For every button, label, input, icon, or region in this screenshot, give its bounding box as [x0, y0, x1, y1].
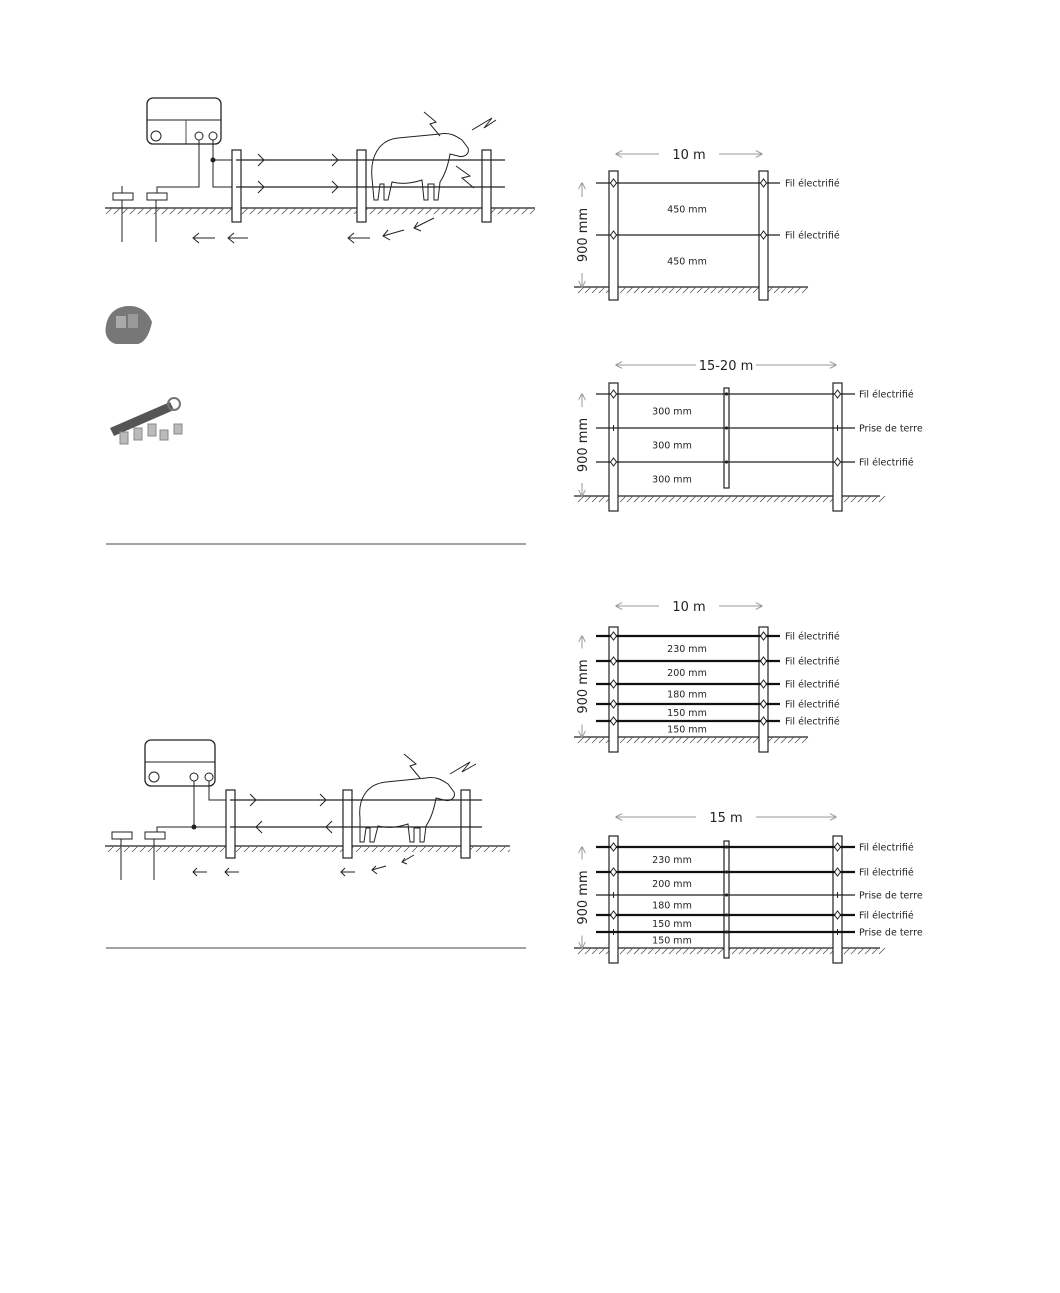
ground-hatch: [774, 496, 780, 502]
ground-hatch: [662, 737, 668, 743]
height-label: 900 mm: [576, 659, 591, 714]
gap-label: 150 mm: [652, 919, 692, 930]
shock-mark-1: [404, 754, 420, 778]
ground-hatch: [725, 287, 731, 293]
ground-hatch: [774, 948, 780, 954]
ground-hatch: [760, 496, 766, 502]
ground-hatch: [746, 737, 752, 743]
ground-hatch: [823, 948, 829, 954]
ground-hatch: [634, 287, 640, 293]
ground-hatch: [599, 496, 605, 502]
cow-illustration: [372, 133, 469, 200]
ground-hatch: [823, 496, 829, 502]
ground-hatch: [739, 496, 745, 502]
ground-hatch: [732, 496, 738, 502]
ground-hatch: [578, 287, 584, 293]
ground-hatch: [774, 737, 780, 743]
ground-hatch: [669, 948, 675, 954]
dropper-clip-icon: [725, 392, 728, 395]
ground-hatch: [795, 737, 801, 743]
ground-hatch: [760, 948, 766, 954]
ground-hatch: [788, 948, 794, 954]
ground-hatch: [599, 737, 605, 743]
ground-hatch: [781, 948, 787, 954]
ground-hatch: [844, 496, 850, 502]
ground-hatch: [746, 496, 752, 502]
height-label: 900 mm: [576, 207, 591, 263]
ground-hatch: [585, 496, 591, 502]
ground-hatch: [578, 737, 584, 743]
ground-hatch: [585, 287, 591, 293]
wire-label: Fil électrifié: [785, 631, 840, 643]
ground-hatch: [620, 948, 626, 954]
ground-hatch: [858, 496, 864, 502]
ground-hatch: [781, 496, 787, 502]
ground-hatch: [648, 948, 654, 954]
ground-hatch: [795, 496, 801, 502]
dropper-clip-icon: [725, 930, 728, 933]
fence-2-wire: [574, 148, 840, 300]
gap-label: 150 mm: [652, 935, 692, 947]
ground-hatch: [704, 737, 710, 743]
ground-hatch: [592, 948, 598, 954]
gap-label: 150 mm: [667, 724, 707, 736]
gap-label: 180 mm: [667, 689, 707, 701]
ground-hatch: [802, 948, 808, 954]
gap-label: 450 mm: [667, 204, 707, 216]
ground-hatch: [809, 496, 815, 502]
shock-mark-1: [424, 112, 440, 136]
ground-hatch: [648, 496, 654, 502]
fence-5-wire-all-live: [574, 600, 840, 752]
fence-post-left: [609, 627, 618, 752]
ground-hatch: [704, 948, 710, 954]
ground-hatch: [795, 287, 801, 293]
ground-hatch: [753, 948, 759, 954]
ground-hatch: [746, 287, 752, 293]
ground-hatch: [627, 948, 633, 954]
ground-hatch: [732, 287, 738, 293]
ground-hatch: [711, 287, 717, 293]
wire-label: Fil électrifié: [785, 716, 840, 728]
ground-hatch: [697, 496, 703, 502]
gap-label: 300 mm: [652, 406, 692, 418]
ground-hatch: [711, 737, 717, 743]
gap-label: 200 mm: [652, 879, 692, 890]
ground-hatch: [795, 948, 801, 954]
gap-label: 150 mm: [667, 708, 707, 719]
gap-label: 230 mm: [652, 855, 692, 866]
fence-post-right: [833, 836, 842, 963]
height-label: 900 mm: [576, 417, 591, 473]
shock-mark-3: [456, 166, 474, 188]
ground-hatch: [676, 287, 682, 293]
ground-hatch: [627, 287, 633, 293]
energizer-unit: [147, 98, 221, 144]
ground-hatch: [851, 496, 857, 502]
ground-hatch: [599, 948, 605, 954]
ground-hatch: [844, 948, 850, 954]
ground-hatch: [690, 287, 696, 293]
fence-post-left: [609, 383, 618, 511]
ground-hatch: [809, 948, 815, 954]
ground-hatch: [732, 948, 738, 954]
ground-hatch: [676, 737, 682, 743]
gap-label: 300 mm: [652, 440, 692, 452]
fence-post-right: [759, 627, 768, 752]
wire-label: Prise de terre: [859, 890, 923, 902]
fence-3-wire: [574, 359, 923, 511]
ground-hatch: [655, 948, 661, 954]
wire-label: Fil électrifié: [859, 389, 914, 401]
wire-label: Fil électrifié: [785, 230, 840, 242]
ground-hatch: [704, 496, 710, 502]
dropper-clip-icon: [725, 460, 728, 463]
fence-5-wire-mixed: [574, 811, 923, 963]
ground-hatch: [725, 737, 731, 743]
ground-hatch: [690, 496, 696, 502]
gap-label: 200 mm: [667, 668, 707, 679]
ground-hatch: [865, 948, 871, 954]
ground-hatch: [662, 287, 668, 293]
ground-hatch: [711, 948, 717, 954]
wire-label: Fil électrifié: [859, 457, 914, 469]
shock-mark-2: [472, 118, 496, 130]
ground-hatch: [767, 948, 773, 954]
ground-hatch: [816, 948, 822, 954]
ground-hatch: [634, 948, 640, 954]
ground-hatch: [648, 287, 654, 293]
gap-label: 300 mm: [652, 474, 692, 486]
fence-diagrams: [574, 148, 923, 963]
wire-label: Fil électrifié: [859, 910, 914, 922]
ground-hatch: [641, 948, 647, 954]
dropper-clip-icon: [725, 893, 728, 896]
ground-hatch: [872, 948, 878, 954]
ground-hatch: [865, 496, 871, 502]
dropper-clip-icon: [725, 426, 728, 429]
ground-hatch: [592, 737, 598, 743]
wire-label: Fil électrifié: [785, 178, 840, 190]
ground-hatch: [648, 737, 654, 743]
height-label: 900 mm: [576, 870, 591, 925]
wire-label: Fil électrifié: [785, 679, 840, 691]
ground-hatch: [704, 287, 710, 293]
dropper-post: [724, 841, 729, 958]
ground-hatch: [620, 496, 626, 502]
ground-hatch: [767, 496, 773, 502]
dropper-post: [724, 388, 729, 488]
ground-hatch: [802, 496, 808, 502]
ground-hatch: [851, 948, 857, 954]
ground-hatch: [711, 496, 717, 502]
ground-hatch: [753, 496, 759, 502]
ground-hatch: [872, 496, 878, 502]
gap-label: 450 mm: [667, 256, 707, 268]
dropper-clip-icon: [725, 870, 728, 873]
dropper-clip-icon: [725, 913, 728, 916]
ground-hatch: [746, 948, 752, 954]
ground-hatch: [732, 737, 738, 743]
dropper-clip-icon: [725, 845, 728, 848]
top-circuit-illustration: [105, 98, 535, 243]
ground-hatch: [788, 496, 794, 502]
ground-hatch: [669, 737, 675, 743]
ground-hatch: [739, 287, 745, 293]
bottom-circuit-illustration: [105, 740, 510, 880]
ground-hatch: [676, 496, 682, 502]
span-label: 10 m: [672, 600, 706, 615]
fence-post-right: [833, 383, 842, 511]
ground-hatch: [697, 948, 703, 954]
ground-hatch: [683, 948, 689, 954]
ground-hatch: [788, 737, 794, 743]
ground-hatch: [781, 737, 787, 743]
ground-hatch: [879, 496, 885, 502]
ground-hatch: [599, 287, 605, 293]
ground-hatch: [858, 948, 864, 954]
wire-label: Fil électrifié: [859, 842, 914, 854]
energizer-unit: [145, 740, 215, 786]
ground-hatch: [690, 737, 696, 743]
ground-hatch: [697, 737, 703, 743]
ground-hatch: [662, 948, 668, 954]
wire-label: Fil électrifié: [785, 699, 840, 711]
ground-hatch: [683, 287, 689, 293]
ground-hatch: [585, 737, 591, 743]
cow-illustration: [360, 777, 455, 842]
ground-hatch: [634, 496, 640, 502]
wire-label: Prise de terre: [859, 927, 923, 939]
ground-hatch: [585, 948, 591, 954]
ground-hatch: [879, 948, 885, 954]
ground-hatch: [725, 496, 731, 502]
wire-label: Prise de terre: [859, 423, 923, 435]
ground-hatch: [690, 948, 696, 954]
insulator-photo: [105, 306, 152, 344]
ground-hatch: [578, 948, 584, 954]
ground-hatch: [802, 737, 808, 743]
ground-hatch: [718, 737, 724, 743]
ground-hatch: [669, 287, 675, 293]
ground-hatch: [753, 737, 759, 743]
ground-hatch: [592, 496, 598, 502]
ground-hatch: [627, 737, 633, 743]
ground-hatch: [641, 287, 647, 293]
wire-label: Fil électrifié: [859, 867, 914, 879]
ground-hatch: [662, 496, 668, 502]
ground-hatch: [739, 737, 745, 743]
ground-hatch: [578, 496, 584, 502]
ground-hatch: [718, 496, 724, 502]
ground-hatch: [620, 737, 626, 743]
ground-hatch: [655, 496, 661, 502]
span-label: 15 m: [709, 811, 743, 826]
gap-label: 230 mm: [667, 644, 707, 655]
ground-hatch: [641, 737, 647, 743]
ground-hatch: [718, 948, 724, 954]
ground-hatch: [592, 287, 598, 293]
shock-mark-2: [450, 762, 476, 774]
ground-hatch: [739, 948, 745, 954]
ground-hatch: [620, 287, 626, 293]
ground-hatch: [641, 496, 647, 502]
wire-label: Fil électrifié: [785, 656, 840, 668]
span-label: 10 m: [672, 148, 706, 163]
fence-post-left: [609, 836, 618, 963]
ground-hatch: [655, 287, 661, 293]
ground-hatch: [634, 737, 640, 743]
ground-hatch: [697, 287, 703, 293]
ground-hatch: [683, 496, 689, 502]
ground-hatch: [683, 737, 689, 743]
gap-label: 180 mm: [652, 900, 692, 912]
ground-hatch: [676, 948, 682, 954]
ground-hatch: [788, 287, 794, 293]
ground-hatch: [753, 287, 759, 293]
ground-hatch: [669, 496, 675, 502]
ground-hatch: [781, 287, 787, 293]
ground-hatch: [655, 737, 661, 743]
ground-hatch: [802, 287, 808, 293]
span-label: 15-20 m: [698, 359, 754, 374]
ground-hatch: [774, 287, 780, 293]
ground-hatch: [627, 496, 633, 502]
ground-hatch: [816, 496, 822, 502]
ground-hatch: [718, 287, 724, 293]
tensioner-kit-photo: [110, 398, 182, 444]
